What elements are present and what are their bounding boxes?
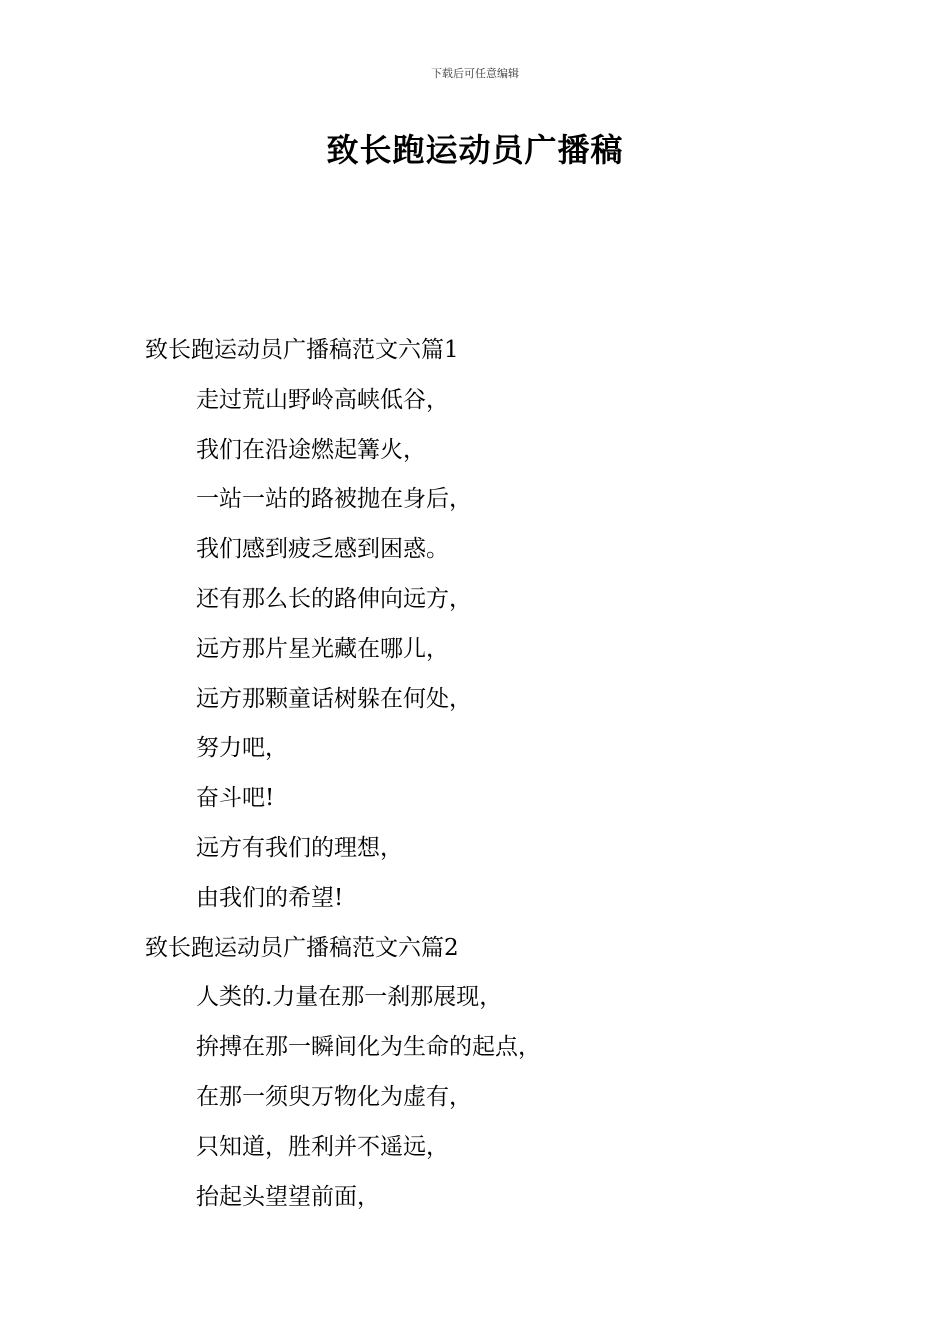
document-body — [145, 326, 845, 1222]
section-heading-1: 致长跑运动员广播稿范文六篇1 — [145, 337, 459, 363]
verse-line: 远方有我们的理想， — [196, 834, 403, 861]
verse-line: 在那一须臾万物化为虚有， — [196, 1083, 472, 1110]
verse-line: 我们在沿途燃起篝火， — [196, 436, 426, 463]
verse-line: 人类的.力量在那一刹那展现， — [196, 984, 503, 1011]
header-note: 下载后可任意编辑 — [431, 67, 519, 80]
section-heading-2: 致长跑运动员广播稿范文六篇2 — [145, 934, 459, 961]
verse-line: 一站一站的路被抛在身后， — [196, 486, 472, 513]
verse-line: 走过荒山野岭高峡低谷， — [196, 386, 449, 413]
verse-line: 努力吧， — [196, 735, 288, 762]
verse-line: 由我们的希望! — [196, 884, 344, 911]
verse-line: 拚搏在那一瞬间化为生命的起点， — [196, 1034, 541, 1061]
verse-line: 只知道，胜利并不遥远， — [196, 1133, 449, 1160]
verse-line: 我们感到疲乏感到困惑。 — [196, 536, 449, 563]
document-title: 致长跑运动员广播稿 — [326, 131, 624, 169]
verse-line: 远方那颗童话树躲在何处， — [196, 685, 472, 712]
verse-line: 奋斗吧! — [196, 785, 275, 812]
verse-line: 远方那片星光藏在哪儿， — [196, 635, 449, 662]
verse-line: 抬起头望望前面， — [196, 1183, 380, 1210]
verse-line: 还有那么长的路伸向远方， — [196, 585, 472, 612]
